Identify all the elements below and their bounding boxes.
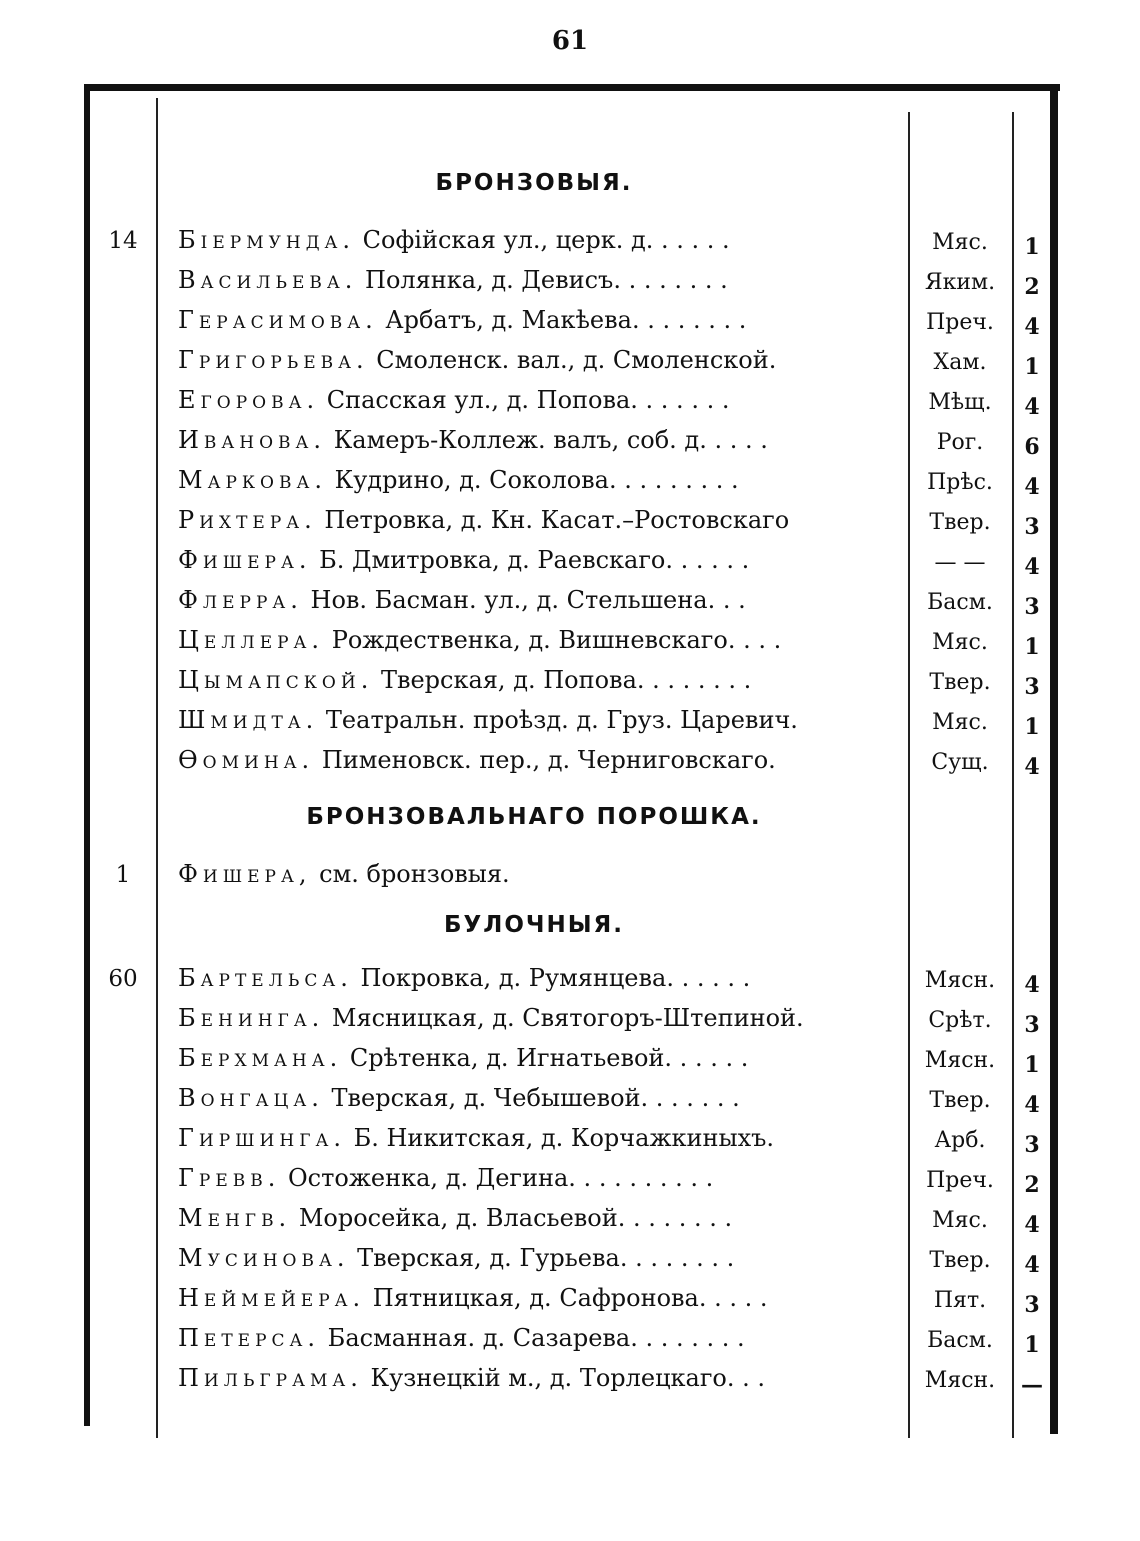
entry-name: Берхмана. [178,1044,343,1072]
entry-address: Пятницкая, д. Сафронова. . . . . [365,1284,768,1312]
entry-text [178,626,988,654]
entry-address: Кудрино, д. Соколова. . . . . . . . . [326,466,739,494]
list-item [90,1042,1050,1080]
entry-part: 1 [1024,634,1040,660]
entry-address: Басманная. д. Сазарева. . . . . . . . [320,1324,745,1352]
entry-text [178,1124,988,1152]
entry-name: Григорьева. [178,346,369,374]
list-item [90,1082,1050,1120]
entry-district: Твер. [929,1248,991,1273]
entry-part: 1 [1024,354,1040,380]
list-item [90,344,1050,382]
entry-part: 4 [1024,1252,1040,1278]
entry-part: 1 [1024,234,1040,260]
entry-part: 4 [1024,474,1040,500]
entry-name: Цымапской. [178,666,374,694]
entry-text [178,426,988,454]
page-number: 61 [551,26,589,56]
entry-district: Мясн. [924,1368,996,1393]
entry-name: Неймейера. [178,1284,366,1312]
entry-address: Б. Никитская, д. Корчажкиныхъ. [345,1124,775,1152]
entry-address: Покровка, д. Румянцева. . . . . . [352,964,751,992]
entry-name: Гиршинга. [178,1124,346,1152]
entry-part: 2 [1024,1172,1040,1198]
entry-district: Басм. [927,1328,993,1353]
entry-text [178,1164,988,1192]
entry-text [178,746,988,774]
list-item [90,858,1050,896]
entry-district: Басм. [927,590,993,615]
entry-name: Фишера, [178,860,312,888]
entry-part: 4 [1024,972,1040,998]
entry-name: Иванова. [178,426,327,454]
list-item [90,584,1050,622]
list-item [90,1002,1050,1040]
entry-address: Смоленск. вал., д. Смоленской. [368,346,777,374]
entry-part: 1 [1024,1332,1040,1358]
entry-district: Срѣт. [928,1008,992,1033]
entry-name: Флерра. [178,586,303,614]
section-heading-bakeries: БУЛОЧНЫЯ. [443,912,625,938]
entry-district: Твер. [929,510,991,535]
list-item [90,464,1050,502]
entry-part: 4 [1024,394,1040,420]
section-count: 60 [108,966,138,992]
entry-text [178,1044,988,1072]
entry-name: Ѳомина. [178,746,315,774]
list-item [90,1282,1050,1320]
entry-address: Кузнецкій м., д. Торлецкаго. . . [362,1364,765,1392]
list-item [90,504,1050,542]
list-item [90,1122,1050,1160]
entry-part: 3 [1024,674,1040,700]
list-item [90,424,1050,462]
entry-text [178,1324,988,1352]
entry-part: 4 [1024,1212,1040,1238]
entry-district: Твер. [929,670,991,695]
entry-text [178,586,988,614]
entry-part: — [1021,1372,1043,1398]
entry-text [178,964,988,992]
entry-part: 4 [1024,754,1040,780]
entry-district: Арб. [934,1128,986,1153]
frame-right-border [1050,84,1058,1434]
section-heading-bronze-powder: БРОНЗОВАЛЬНАГО ПОРОШКА. [306,804,762,830]
entry-text [178,1364,988,1392]
entry-address: Спасская ул., д. Попова. . . . . . . [319,386,730,414]
entry-text [178,1204,988,1232]
entry-part: 3 [1024,514,1040,540]
entry-address: Петровка, д. Кн. Касат.–Ростовскаго [316,506,790,534]
entry-name: Герасимова. [178,306,378,334]
list-item [90,1322,1050,1360]
list-item [90,1162,1050,1200]
entry-district: Рог. [936,430,984,455]
frame-top-border [84,84,1060,91]
section-count: 14 [108,228,138,254]
entry-district: Яким. [924,270,996,295]
entry-text [178,386,988,414]
entry-address: Б. Дмитровка, д. Раевскаго. . . . . . [311,546,750,574]
list-item [90,304,1050,342]
entry-part: 1 [1024,714,1040,740]
entry-district: Преч. [926,310,994,335]
entry-address: Пименовск. пер., д. Черниговскаго. [314,746,776,774]
entry-text [178,226,988,254]
entry-district: Мѣщ. [928,390,992,415]
entry-name: Бенинга. [178,1004,325,1032]
list-item [90,264,1050,302]
list-item [90,664,1050,702]
list-item [90,704,1050,742]
entry-text [178,466,988,494]
entry-part: 6 [1024,434,1040,460]
entry-district: Мясн. [924,968,996,993]
entry-text [178,1004,988,1032]
entry-address: Полянка, д. Девисъ. . . . . . . . [357,266,728,294]
entry-text [178,266,988,294]
entry-name: Егорова. [178,386,320,414]
entry-part: 3 [1024,1132,1040,1158]
entry-part: 3 [1024,594,1040,620]
entry-part: 2 [1024,274,1040,300]
entry-part: 3 [1024,1292,1040,1318]
list-item [90,1202,1050,1240]
entry-name: Петерса. [178,1324,321,1352]
entry-address: Нов. Басман. ул., д. Стельшена. . . [302,586,746,614]
entry-address: Остоженка, д. Дегина. . . . . . . . . . [280,1164,714,1192]
entry-text [178,666,988,694]
entry-name: Бартельса. [178,964,353,992]
entry-name: Мусинова. [178,1244,350,1272]
entry-address: Мясницкая, д. Святогоръ-Штепиной. [324,1004,804,1032]
entry-name: Маркова. [178,466,327,494]
entry-part: 1 [1024,1052,1040,1078]
entry-address: Срѣтенка, д. Игнатьевой. . . . . . [342,1044,749,1072]
list-item [90,962,1050,1000]
entry-district: Мяс. [932,230,988,255]
entry-address: Тверская, д. Попова. . . . . . . . [373,666,752,694]
entry-text [178,346,988,374]
entry-name: Целлера. [178,626,325,654]
entry-district: Пят. [933,1288,987,1313]
entry-district: Прѣс. [927,470,993,495]
entry-district: Мяс. [932,630,988,655]
entry-district: Хам. [933,350,987,375]
entry-name: Пильграма. [178,1364,363,1392]
entry-district: — — [934,550,986,575]
entry-text [178,506,988,534]
entry-name: Менгв. [178,1204,292,1232]
list-item [90,1362,1050,1400]
entry-district: Преч. [926,1168,994,1193]
entry-part: 4 [1024,554,1040,580]
entry-name: Васильева. [178,266,358,294]
list-item [90,224,1050,262]
list-item [90,744,1050,782]
entry-text [178,1084,988,1112]
section-count: 1 [115,862,131,888]
entry-district: Мясн. [924,1048,996,1073]
entry-address: Тверская, д. Гурьева. . . . . . . . [349,1244,735,1272]
entry-name: Гревв. [178,1164,281,1192]
list-item [90,624,1050,662]
entry-address: Арбатъ, д. Макѣева. . . . . . . . [377,306,747,334]
entry-address: Тверская, д. Чебышевой. . . . . . . [323,1084,740,1112]
list-item [90,384,1050,422]
entry-address: Моросейка, д. Власьевой. . . . . . . . [291,1204,733,1232]
entry-text [178,546,988,574]
entry-name: Вонгаца. [178,1084,324,1112]
entry-part: 4 [1024,314,1040,340]
entry-name: Шмидта. [178,706,319,734]
entry-address: см. бронзовыя. [311,860,510,888]
entry-name: Біермунда. [178,226,356,254]
entry-district: Мяс. [932,710,988,735]
entry-text [178,1284,988,1312]
entry-name: Фишера. [178,546,312,574]
entry-part: 3 [1024,1012,1040,1038]
entry-address: Рождественка, д. Вишневскаго. . . . [324,626,782,654]
entry-part: 4 [1024,1092,1040,1118]
list-item [90,544,1050,582]
entry-address: Камеръ-Коллеж. валъ, соб. д. . . . . [326,426,768,454]
entry-district: Сущ. [931,750,989,775]
entry-text [178,1244,988,1272]
entry-name: Рихтера. [178,506,317,534]
entry-address: Театральн. проѣзд. д. Груз. Царевич. [318,706,798,734]
entry-text [178,706,988,734]
entry-district: Твер. [929,1088,991,1113]
section-heading-bronze: БРОНЗОВЫЯ. [435,170,633,196]
entry-text [178,306,988,334]
list-item [90,1242,1050,1280]
entry-district: Мяс. [932,1208,988,1233]
entry-text [178,860,988,888]
entry-address: Софійская ул., церк. д. . . . . . [355,226,730,254]
